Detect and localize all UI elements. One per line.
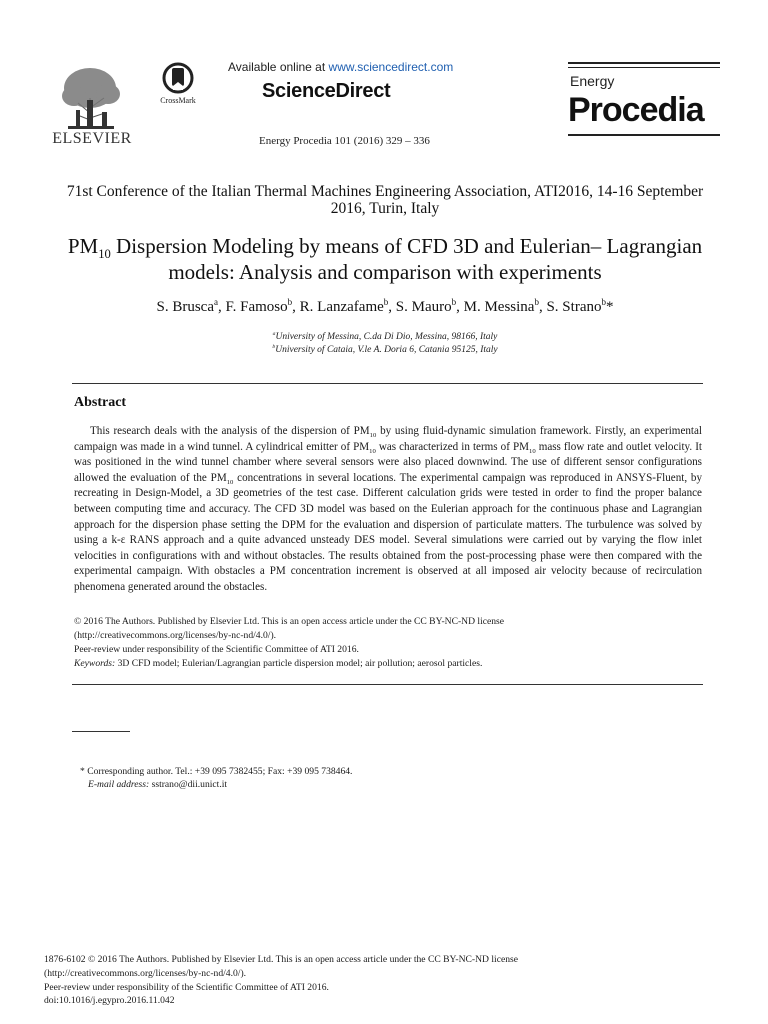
footer-license-link[interactable]: (http://creativecommons.org/licenses/by-nc-nd/4.0/). <box>44 967 247 979</box>
license-block <box>74 615 702 671</box>
availability-prefix: Available online at <box>228 60 329 74</box>
footer-peer-review: Peer-review under responsibility of the Scientific Committee of ATI 2016. <box>44 981 329 993</box>
section-divider-bottom <box>72 684 703 685</box>
email-address[interactable]: sstrano@dii.unict.it <box>149 779 228 790</box>
sciencedirect-link[interactable]: www.sciencedirect.com <box>328 60 454 74</box>
conference-line: 71st Conference of the Italian Thermal Machines Engineering Association, ATI2016, 14-16 September 2016, Turin, Italy <box>66 183 704 217</box>
footer-issn-license: 1876-6102 © 2016 The Authors. Published by Elsevier Ltd. This is an open access article under the CC BY-NC-ND license <box>44 954 519 965</box>
abstract-text: by using fluid-dynamic simulation framework. Firstly, an experimental campaign was made in a wind tunnel. A cylindrical emitter of PM <box>74 425 702 453</box>
journal-logo-line2: Procedia <box>568 91 704 129</box>
abstract-heading: Abstract <box>74 395 127 410</box>
author-list <box>40 299 730 316</box>
abstract-subscript: 10 <box>369 447 376 455</box>
title-prefix: PM <box>67 234 99 258</box>
journal-logo-rule <box>568 62 720 72</box>
publisher-logo-text: ELSEVIER <box>52 130 132 147</box>
footer-doi[interactable]: doi:10.1016/j.egypro.2016.11.042 <box>44 995 175 1007</box>
abstract-text: was characterized in terms of PM <box>375 440 529 453</box>
availability-line <box>228 60 453 74</box>
license-link[interactable]: (http://creativecommons.org/licenses/by-nc-nd/4.0/). <box>74 630 277 641</box>
author-affiliation-mark: b <box>451 297 457 307</box>
email-row <box>80 778 352 791</box>
section-divider-top <box>72 383 703 384</box>
author-name: S. Mauro <box>395 299 452 315</box>
journal-logo-underline <box>568 134 720 136</box>
author-affiliation-mark: b <box>383 297 389 307</box>
crossmark-label: CrossMark <box>160 96 196 105</box>
email-label: E-mail address: <box>88 779 150 790</box>
abstract-paragraph <box>74 424 702 596</box>
corresponding-author: * Corresponding author. Tel.: +39 095 7382455; Fax: +39 095 738464. <box>80 766 353 777</box>
affiliation-b <box>160 345 610 355</box>
author-separator: , <box>388 299 396 315</box>
abstract-subscript: 10 <box>369 432 377 440</box>
keywords-line <box>74 657 702 671</box>
journal-logo-line1: Energy <box>570 73 615 89</box>
author-name: S. Brusca <box>156 299 214 315</box>
abstract-subscript: 10 <box>528 447 536 455</box>
abstract-text: concentrations in several locations. The experimental campaign was reproduced in ANSYS-Fluent, by recreating in Design-Model, a 3D geometries of the test case. Different calculation grids were tested in order to find the proper balance between computing time and accuracy. The CFD 3D model was based on the Eulerian approach for the continuous phase and Lagrangian approach for the dispersion phase setting the DPM for the evaluation and dispersion of particulate matters. The turbulence was solved by using a k-ε RANS approach and a quite advanced unsteady DES model. Several simulations were carried out by varying the flow inlet velocities in configurations with and without obstacles. The results obtained from the post-processing phase were then compared with the experimental campaign. With obstacles a PM concentration increment is observed at all imposed air velocity because of recirculation phenomena generated around the obstacles. <box>74 471 702 593</box>
author-name: M. Messina <box>463 299 535 315</box>
author-separator: , <box>538 299 547 315</box>
peer-review-line: Peer-review under responsibility of the Scientific Committee of ATI 2016. <box>74 644 359 655</box>
footnote-divider <box>72 731 130 732</box>
title-subscript: 10 <box>98 247 111 262</box>
affiliation-text: University of Messina, C.da Di Dio, Messina, 98166, Italy <box>275 332 498 342</box>
author-affiliation-mark: b <box>287 297 293 307</box>
author-separator: * <box>605 299 614 315</box>
keywords-label: Keywords: <box>74 658 116 669</box>
author-affiliation-mark: b <box>601 297 606 307</box>
author-separator: , <box>456 299 464 315</box>
abstract-body <box>74 424 702 596</box>
affiliation-a <box>160 332 610 342</box>
author-separator: , <box>292 299 300 315</box>
author-name: R. Lanzafame <box>299 299 384 315</box>
author-separator: , <box>218 299 226 315</box>
author-name: S. Strano <box>546 299 602 315</box>
author-affiliation-mark: a <box>214 297 218 307</box>
abstract-text: This research deals with the analysis of the dispersion of PM <box>90 425 370 437</box>
title-rest: Dispersion Modeling by means of CFD 3D and Eulerian– Lagrangian models: Analysis and comparison with experiments <box>110 234 703 284</box>
affiliation-mark: b <box>272 343 276 350</box>
author-name: F. Famoso <box>225 299 288 315</box>
platform-wordmark: ScienceDirect <box>262 80 391 102</box>
paper-title <box>40 233 730 285</box>
license-line: © 2016 The Authors. Published by Elsevier Ltd. This is an open access article under the CC BY-NC-ND license <box>74 616 505 627</box>
author-affiliation-mark: b <box>534 297 539 307</box>
keywords-text: 3D CFD model; Eulerian/Lagrangian particle dispersion model; air pollution; aerosol particles. <box>115 658 483 669</box>
footnote <box>80 765 352 791</box>
page-footer <box>44 953 518 1008</box>
affiliation-text: University of Cataia, V.le A. Doria 6, Catania 95125, Italy <box>275 345 498 355</box>
abstract-text: mass flow rate and outlet velocity. It was positioned in the wind tunnel chamber where several sensors were also placed downwind. The use of different sensor configurations allowed the evaluation of the PM <box>74 440 702 484</box>
abstract-subscript: 10 <box>226 479 234 486</box>
affiliation-mark: a <box>272 330 276 337</box>
journal-citation: Energy Procedia 101 (2016) 329 – 336 <box>259 135 430 147</box>
